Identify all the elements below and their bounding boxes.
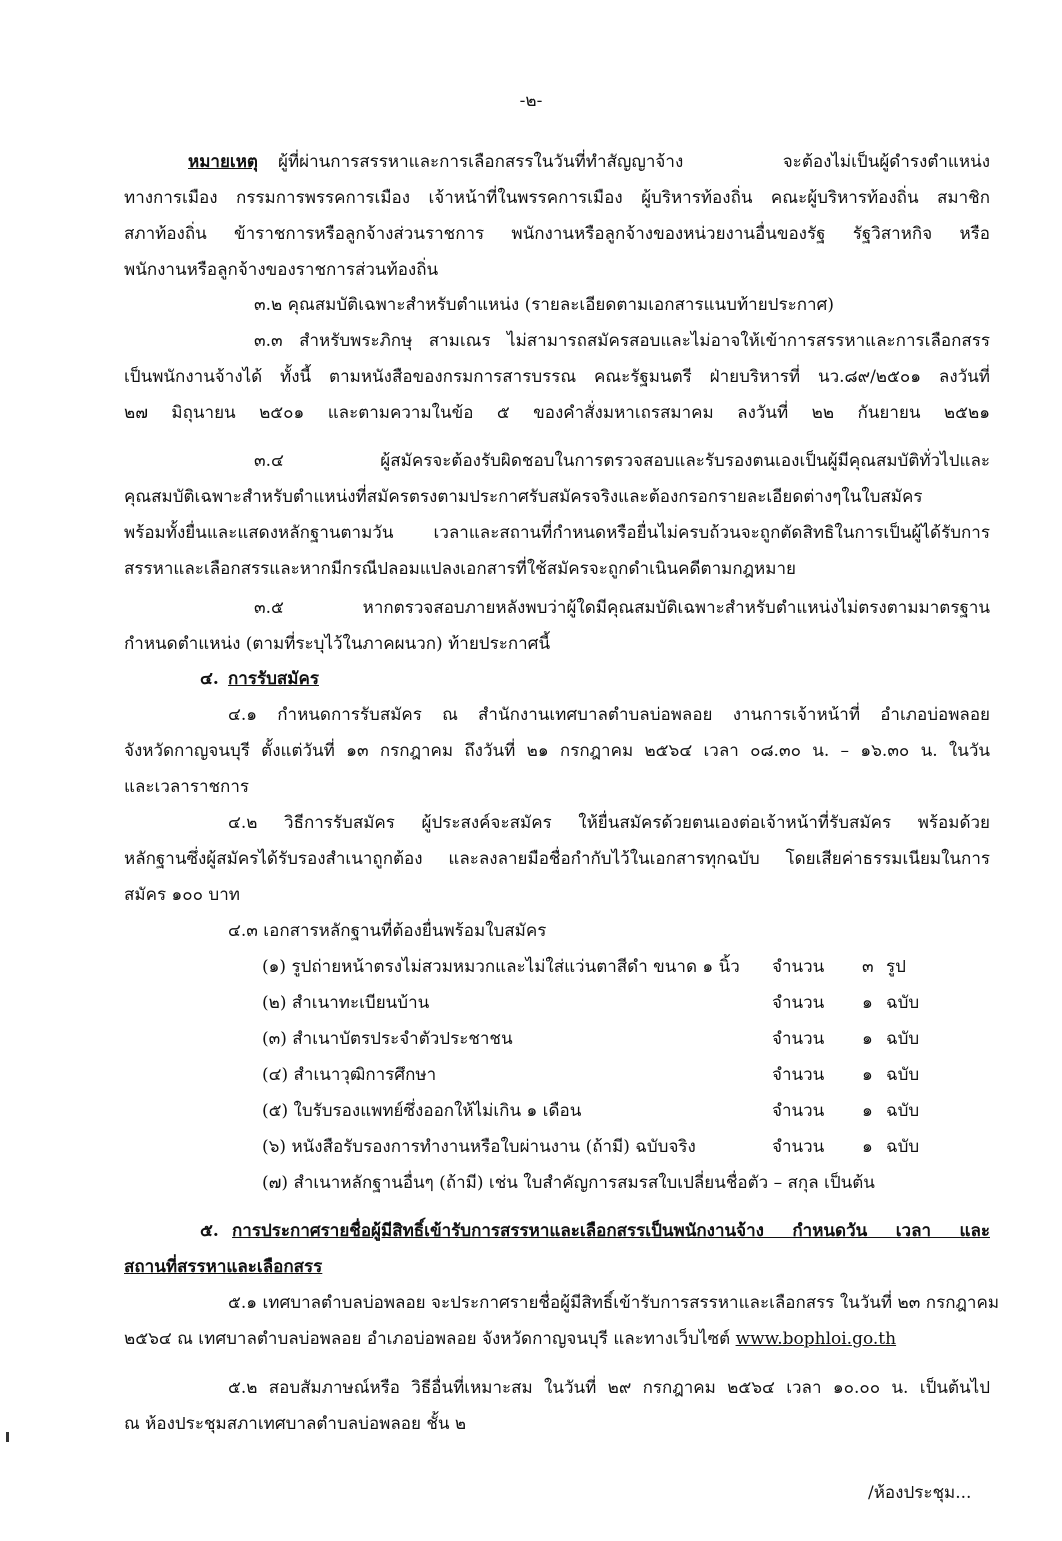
document-item-unit: รูป: [886, 957, 906, 977]
clause-5-1-line-2: [124, 1324, 896, 1354]
clause-3-4-line-4: สรรหาและเลือกสรรและหากมีกรณีปลอมแปลงเอกสารที่ใช้สมัครจะถูกดำเนินคดีตามกฎหมาย: [124, 559, 796, 579]
document-item-qty-label: จำนวน: [772, 957, 825, 977]
document-item-unit: ฉบับ: [886, 1101, 920, 1121]
note-line-4: พนักงานหรือลูกจ้างของราชการส่วนท้องถิ่น: [124, 260, 439, 280]
clause-3-5-line-2: กำหนดตำแหน่ง (ตามที่ระบุไว้ในภาคผนวก) ท้ายประกาศนี้: [124, 634, 551, 654]
section-5-heading-line-2: สถานที่สรรหาและเลือกสรร: [124, 1257, 323, 1277]
clause-3-4-line-2: คุณสมบัติเฉพาะสำหรับตำแหน่งที่สมัครตรงตามประกาศรับสมัครจริงและต้องกรอกรายละเอียดต่างๆในใบสมัคร: [124, 487, 923, 507]
document-item-label: (๓) สำเนาบัตรประจำตัวประชาชน: [262, 1029, 513, 1049]
document-item-qty: ๑: [862, 993, 873, 1013]
clause-3-3-line-2: เป็นพนักงานจ้างได้ ทั้งนี้ ตามหนังสือของกรมการสารบรรณ คณะรัฐมนตรี ฝ่ายบริหารที่ นว.๘๙/๒๕๐๑ ลงวันที่: [124, 367, 990, 387]
document-item-label: (๕) ใบรับรองแพทย์ซึ่งออกให้ไม่เกิน ๑ เดือน: [262, 1101, 582, 1121]
note-heading-label: หมายเหตุ: [188, 152, 258, 172]
document-item-label: (๒) สำเนาทะเบียนบ้าน: [262, 993, 430, 1013]
document-item-7: (๗) สำเนาหลักฐานอื่นๆ (ถ้ามี) เช่น ใบสำคัญการสมรสใบเปลี่ยนชื่อตัว – สกุล เป็นต้น: [262, 1173, 875, 1193]
document-item-qty: ๑: [862, 1029, 873, 1049]
section-5-heading-line-1: การประกาศรายชื่อผู้มีสิทธิ์เข้ารับการสรรหาและเลือกสรรเป็นพนักงานจ้าง กำหนดวัน เวลา และ: [232, 1221, 990, 1241]
section-4-heading: การรับสมัคร: [228, 669, 319, 689]
website-link[interactable]: www.bophloi.go.th: [735, 1329, 897, 1349]
document-item-label: (๑) รูปถ่ายหน้าตรงไม่สวมหมวกและไม่ใส่แว่นตาสีดำ ขนาด ๑ นิ้ว: [262, 957, 740, 977]
note-line-2: ทางการเมือง กรรมการพรรคการเมือง เจ้าหน้าที่ในพรรคการเมือง ผู้บริหารท้องถิ่น คณะผู้บริหารท้องถิ่น สมาชิก: [124, 188, 990, 208]
document-item-qty-label: จำนวน: [772, 993, 825, 1013]
page-number: -๒-: [519, 91, 543, 111]
document-item-unit: ฉบับ: [886, 993, 920, 1013]
clause-4-2-line-3: สมัคร ๑๐๐ บาท: [124, 885, 240, 905]
clause-3-4-line-1: ๓.๔ ผู้สมัครจะต้องรับผิดชอบในการตรวจสอบและรับรองตนเองเป็นผู้มีคุณสมบัติทั่วไปและ: [254, 451, 990, 471]
document-item-qty-label: จำนวน: [772, 1101, 825, 1121]
clause-4-2-line-2: หลักฐานซึ่งผู้สมัครได้รับรองสำเนาถูกต้อง และลงลายมือชื่อกำกับไว้ในเอกสารทุกฉบับ โดยเสียค่าธรรมเนียมในการ: [124, 849, 990, 869]
clause-5-2-line-1: ๕.๒ สอบสัมภาษณ์หรือ วิธีอื่นที่เหมาะสม ในวันที่ ๒๙ กรกฎาคม ๒๕๖๔ เวลา ๑๐.๐๐ น. เป็นต้นไป: [228, 1378, 990, 1398]
document-item-qty: ๑: [862, 1065, 873, 1085]
clause-3-3-line-3: ๒๗ มิถุนายน ๒๕๐๑ และตามความในข้อ ๕ ของคำสั่งมหาเถรสมาคม ลงวันที่ ๒๒ กันยายน ๒๕๒๑: [124, 403, 990, 423]
clause-3-2: ๓.๒ คุณสมบัติเฉพาะสำหรับตำแหน่ง (รายละเอียดตามเอกสารแนบท้ายประกาศ): [254, 295, 834, 315]
document-item-label: (๖) หนังสือรับรองการทำงานหรือใบผ่านงาน (ถ้ามี) ฉบับจริง: [262, 1137, 696, 1157]
clause-5-2-line-2: ณ ห้องประชุมสภาเทศบาลตำบลบ่อพลอย ชั้น ๒: [124, 1414, 467, 1434]
document-item-unit: ฉบับ: [886, 1065, 920, 1085]
note-line-3: สภาท้องถิ่น ข้าราชการหรือลูกจ้างส่วนราชการ พนักงานหรือลูกจ้างของหน่วยงานอื่นของรัฐ รัฐวิสาหกิจ หรือ: [124, 224, 990, 244]
margin-mark: [6, 1432, 9, 1442]
document-item-unit: ฉบับ: [886, 1137, 920, 1157]
document-item-qty-label: จำนวน: [772, 1065, 825, 1085]
clause-3-5-line-1: ๓.๕ หากตรวจสอบภายหลังพบว่าผู้ใดมีคุณสมบัติเฉพาะสำหรับตำแหน่งไม่ตรงตามมาตรฐาน: [254, 598, 990, 618]
document-item-qty-label: จำนวน: [772, 1029, 825, 1049]
document-item-label: (๔) สำเนาวุฒิการศึกษา: [262, 1065, 437, 1085]
document-item-qty: ๓: [862, 957, 874, 977]
clause-4-1-line-3: และเวลาราชการ: [124, 777, 250, 797]
document-item-qty: ๑: [862, 1101, 873, 1121]
clause-3-4-line-3: พร้อมทั้งยื่นและแสดงหลักฐานตามวัน เวลาและสถานที่กำหนดหรือยื่นไม่ครบถ้วนจะถูกตัดสิทธิในการเป็นผู้ได้รับการ: [124, 523, 990, 543]
continuation-text: /ห้องประชุม...: [868, 1483, 972, 1503]
clause-4-1-line-2: จังหวัดกาญจนบุรี ตั้งแต่วันที่ ๑๓ กรกฎาคม ถึงวันที่ ๒๑ กรกฎาคม ๒๕๖๔ เวลา ๐๘.๓๐ น. – ๑๖.๓๐ น. ในวัน: [124, 741, 990, 761]
clause-4-3-intro: ๔.๓ เอกสารหลักฐานที่ต้องยื่นพร้อมใบสมัคร: [228, 921, 547, 941]
note-line-1: ผู้ที่ผ่านการสรรหาและการเลือกสรรในวันที่ทำสัญญาจ้าง จะต้องไม่เป็นผู้ดำรงตำแหน่ง: [278, 152, 990, 172]
document-item-unit: ฉบับ: [886, 1029, 920, 1049]
note-heading: [188, 147, 258, 177]
clause-3-3-line-1: ๓.๓ สำหรับพระภิกษุ สามเณร ไม่สามารถสมัครสอบและไม่อาจให้เข้าการสรรหาและการเลือกสรร: [254, 331, 990, 351]
clause-5-1-line-2-text: ๒๕๖๔ ณ เทศบาลตำบลบ่อพลอย อำเภอบ่อพลอย จังหวัดกาญจนบุรี และทางเว็บไซต์: [124, 1329, 736, 1349]
clause-4-2-line-1: ๔.๒ วิธีการรับสมัคร ผู้ประสงค์จะสมัคร ให้ยื่นสมัครด้วยตนเองต่อเจ้าหน้าที่รับสมัคร พร้อมด้วย: [228, 813, 990, 833]
section-4-number: ๔.: [200, 669, 219, 689]
document-item-qty-label: จำนวน: [772, 1137, 825, 1157]
clause-5-1-line-1: ๕.๑ เทศบาลตำบลบ่อพลอย จะประกาศรายชื่อผู้มีสิทธิ์เข้ารับการสรรหาและเลือกสรร ในวันที่ ๒๓ กรกฎาคม: [228, 1293, 1000, 1313]
section-5-number: ๕.: [200, 1221, 219, 1241]
document-item-qty: ๑: [862, 1137, 873, 1157]
clause-4-1-line-1: ๔.๑ กำหนดการรับสมัคร ณ สำนักงานเทศบาลตำบลบ่อพลอย งานการเจ้าหน้าที่ อำเภอบ่อพลอย: [228, 705, 990, 725]
